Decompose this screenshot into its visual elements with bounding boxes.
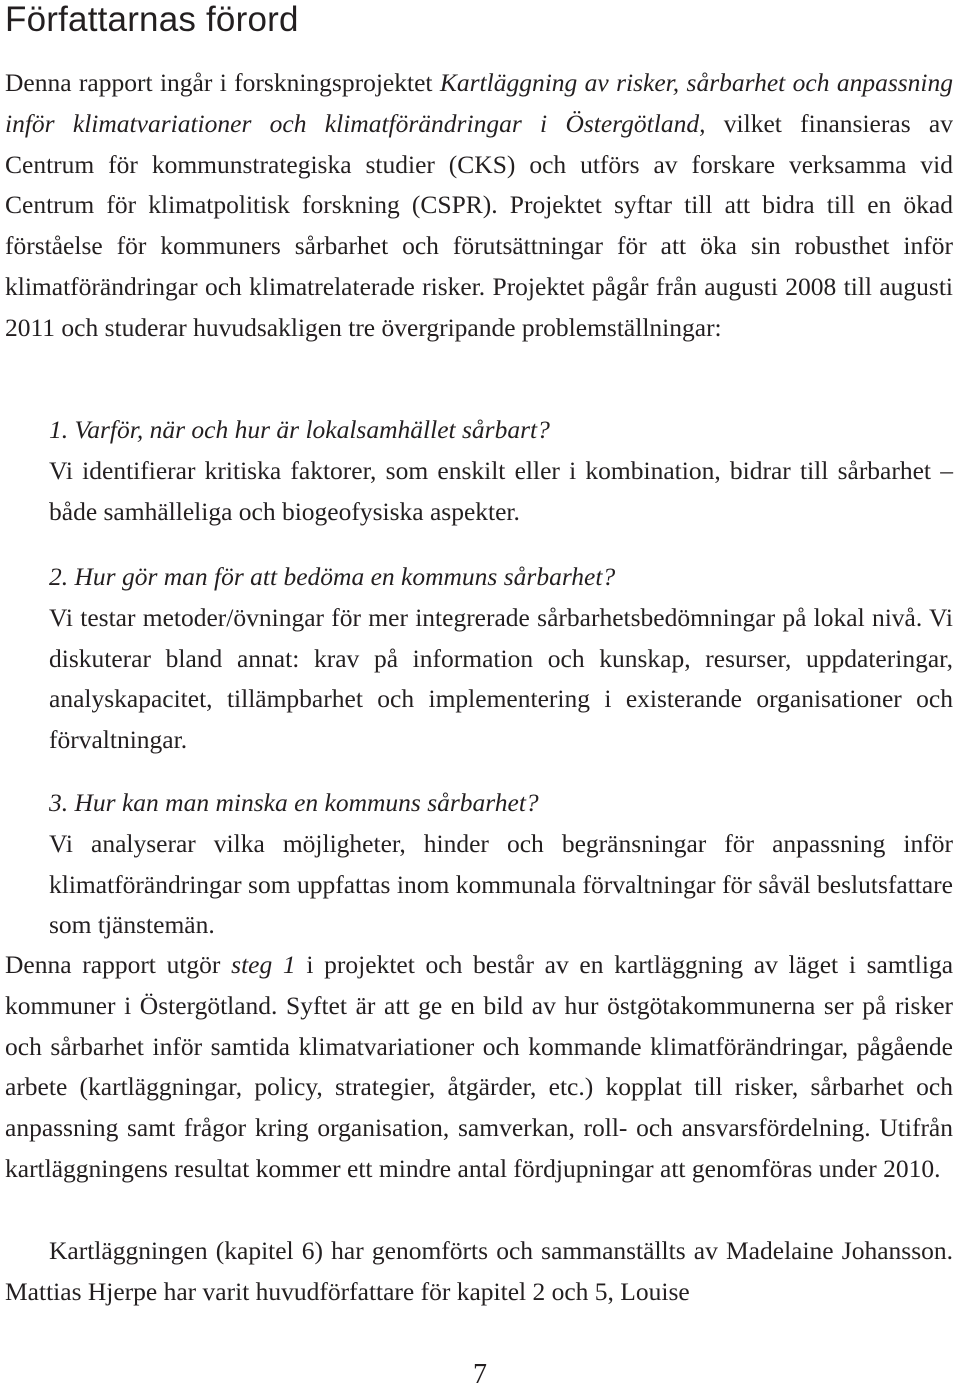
report-rest: i projektet och består av en kartläggning av läget i samtliga kommuner i Östergötland. Syftet är att ge en bild av hur östgötakommunerna ser på risker och sårbarhet inför samtida klimatvariationer och kommande klimatförändringar, pågående arbete (kartläggningar, policy, strategier, åtgärder, etc.) kopplat till risker, sårbarhet och anpassning samt frågor kring organisation, samverkan, roll- och ansvarsfördelning. Utifrån kartläggningens resultat kommer ett mindre antal fördjupningar att genomföras under 2010.	[5, 950, 954, 1183]
question-heading: 2. Hur gör man för att bedöma en kommuns sårbarhet?	[49, 562, 616, 591]
question-heading: 1. Varför, när och hur är lokalsamhället sårbart?	[49, 415, 550, 444]
question-item-3	[49, 783, 953, 946]
report-lead: Denna rapport utgör	[5, 950, 232, 979]
credits-paragraph: Kartläggningen (kapitel 6) har genomförts och sammanställts av Madelaine Johansson. Mattias Hjerpe har varit huvudförfattare för kapitel 2 och 5, Louise	[5, 1236, 953, 1306]
question-item-1	[49, 410, 953, 532]
page-number: 7	[473, 1359, 487, 1390]
question-answer: Vi identifierar kritiska faktorer, som enskilt eller i kombination, bidrar till sårbarhet – både samhälleliga och biogeofysiska aspekter.	[49, 455, 953, 526]
page-title: Författarnas förord	[5, 0, 299, 39]
intro-sentence-2: Projektet syftar till att bidra till en ökad förståelse för kommuners sårbarhet och förutsättningar för att öka sin robusthet inför klimatförändringar och klimatrelaterade risker.	[5, 190, 953, 301]
report-step: steg 1	[231, 950, 296, 979]
report-paragraph	[5, 945, 953, 1190]
question-heading: 3. Hur kan man minska en kommuns sårbarhet?	[49, 788, 539, 817]
intro-paragraph	[5, 63, 953, 349]
intro-sentence-1-lead: Denna rapport ingår i forskningsprojektet	[5, 68, 440, 97]
question-item-2	[49, 557, 953, 761]
project-title: Kartläggning av risker, sårbarhet och anpassning inför klimatvariationer och klimatförändringar i Östergötland,	[5, 68, 953, 138]
question-answer: Vi testar metoder/övningar för mer integrerade sårbarhetsbedömningar på lokal nivå. Vi diskuterar bland annat: krav på information och kunskap, resurser, uppdateringar, analyskapacitet, tillämpbarhet och implementering i existerande organisationer och förvaltningar.	[49, 602, 953, 755]
intro-sentence-3: Projektet pågår från augusti 2008 till augusti 2011 och studerar huvudsakligen tre övergripande problemställningar:	[5, 271, 954, 342]
intro-sentence-1-rest: vilket finansieras av Centrum för kommunstrategiska studier (CKS) och utförs av forskare verksamma vid Centrum för klimatpolitisk forskning (CSPR).	[5, 108, 953, 220]
question-answer: Vi analyserar vilka möjligheter, hinder och begränsningar för anpassning inför klimatförändringar som uppfattas inom kommunala förvaltningar för såväl beslutsfattare som tjänstemän.	[49, 828, 953, 940]
